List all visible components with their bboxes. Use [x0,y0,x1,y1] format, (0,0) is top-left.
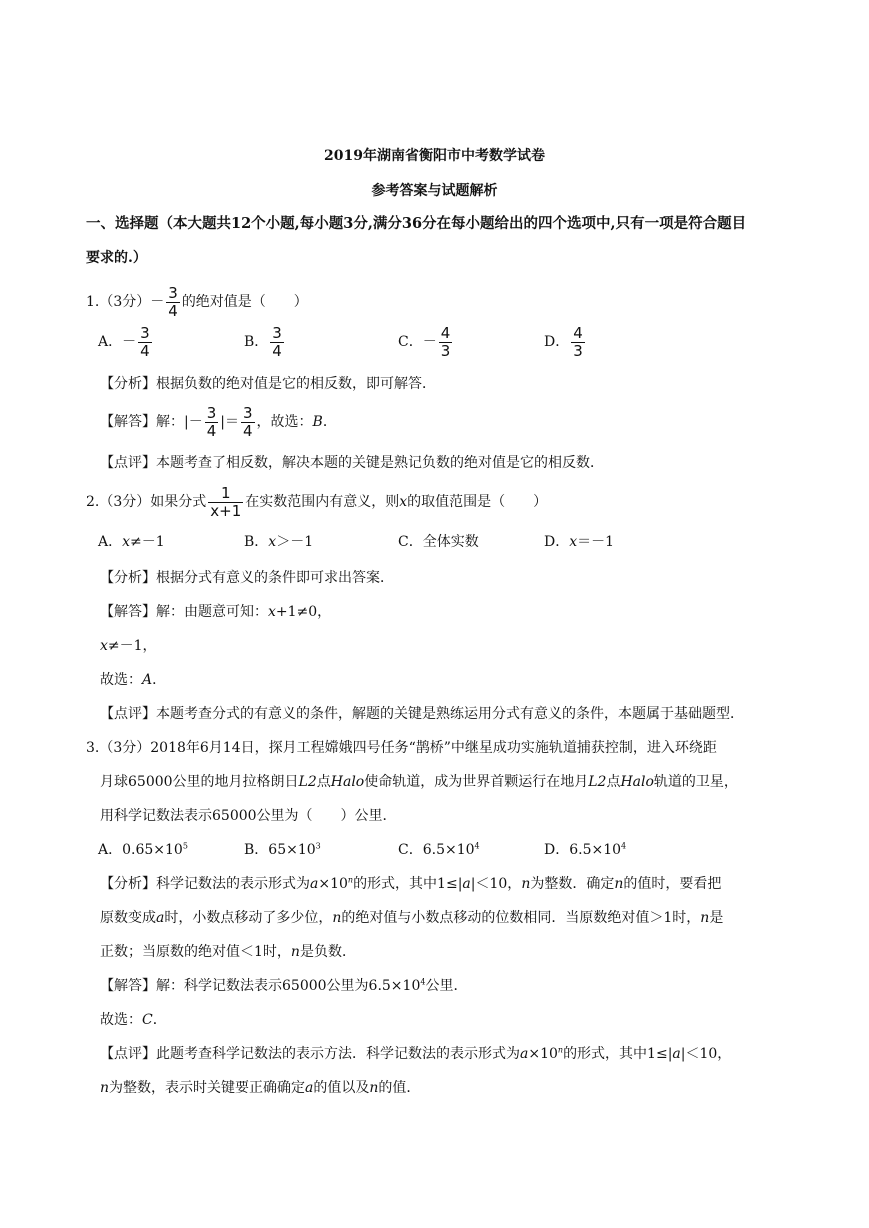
q1-option-a: A．－ $\frac{3}{4}$ [98,323,150,360]
q3-option-d: D．$6.5\times 10^4$ [544,841,627,858]
q2-analysis: 【分析】根据分式有意义的条件即可求出答案． [100,570,394,586]
q1-answer: 【解答】解：|－ $\frac{3}{4}$ |＝ $\frac{3}{4}$ ，故选：B． [100,403,337,440]
q3-option-c: C．$6.5\times 10^4$ [398,841,480,858]
q1-fraction [166,285,180,320]
q3-analysis-line2: 原数变成a时，小数点移动了多少位，n的绝对值与小数点移动的位数相同．当原数绝对值＞1时，n是 [100,910,724,926]
q2-stem: 2.（3分）如果分式 $\frac{1}{x+1}$ 在实数范围内有意义，则x的取值范围是（ ） [86,483,548,520]
q3-stem-line2: 月球65000公里的地月拉格朗日L2点Halo使命轨道，成为世界首颗运行在地月L2点Halo轨道的卫星， [100,774,738,790]
q1-frac-den: 4 [168,301,178,320]
q3-option-a: A．$0.65\times 10^5$ [98,841,188,858]
q1-option-d: D． $\frac{4}{3}$ [544,323,583,360]
q2-answer-line2: x≠－1， [100,638,157,654]
q3-stem-line1: 3.（3分）2018年6月14日，探月工程嫦娥四号任务“鹊桥”中继星成功实施轨道捕获控制，进入环绕距 [86,740,717,756]
section-heading-line2: 要求的.） [86,250,147,266]
q2-option-a: A．x≠－1 [98,534,165,550]
q1-option-c: C．－ $\frac{4}{3}$ [398,323,451,360]
q1-option-b: B． $\frac{3}{4}$ [244,323,282,360]
q3-answer: 【解答】解：科学记数法表示65000公里为$6.5\times 10^4$公里． [100,977,468,994]
q1-stem [86,284,308,320]
q1-suffix: 的绝对值是（ ） [181,294,308,310]
section-heading-line1: 一、选择题（本大题共12个小题,每小题3分,满分36分在每小题给出的四个选项中,只有一项是符合题目 [86,215,747,232]
q2-option-c: C．全体实数 [398,534,479,550]
q2-option-b: B．x＞－1 [244,534,314,550]
q1-frac-num: 3 [168,283,178,302]
q2-fraction: $\frac{1}{x+1}$ [210,483,242,520]
q2-comment: 【点评】本题考查分式的有意义的条件，解题的关键是熟练运用分式有意义的条件，本题属于基础题型． [100,706,744,722]
q2-option-d: D．x＝－1 [544,534,615,550]
q1-comment: 【点评】本题考查了相反数，解决本题的关键是熟记负数的绝对值是它的相反数． [100,455,604,471]
q3-option-b: B．$65\times 10^3$ [244,841,321,858]
q3-comment-line2: n为整数，表示时关键要正确确定a的值以及n的值． [100,1080,421,1096]
page-title: 2019年湖南省衡阳市中考数学试卷 [324,148,545,164]
q3-comment-line1: 【点评】此题考查科学记数法的表示方法．科学记数法的表示形式为$a\times 10^n$的形式，其中1≤|a|＜10， [100,1045,732,1062]
q3-analysis-line3: 正数；当原数的绝对值＜1时，n是负数． [100,944,356,960]
q3-analysis-line1: 【分析】科学记数法的表示形式为$a\times 10^n$的形式，其中1≤|a|＜10，n为整数．确定n的值时，要看把 [100,875,722,892]
q1-analysis: 【分析】根据负数的绝对值是它的相反数，即可解答． [100,376,436,392]
q2-answer-line3: 故选：A． [100,672,167,688]
q3-stem-line3: 用科学记数法表示65000公里为（ ）公里． [100,808,397,824]
q1-prefix: 1.（3分）－ [86,294,165,310]
q3-answer-choice: 故选：C． [100,1012,167,1028]
q2-answer: 【解答】解：由题意可知：x+1≠0， [100,604,332,620]
page-subtitle: 参考答案与试题解析 [371,183,498,199]
